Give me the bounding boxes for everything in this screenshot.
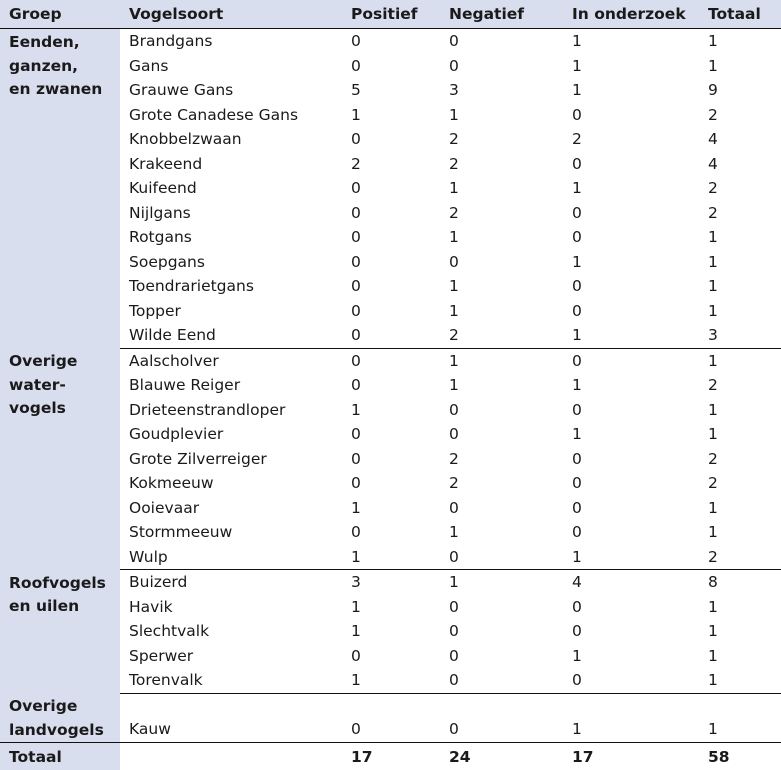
negatief-cell: 3 bbox=[440, 78, 563, 103]
header-positief: Positief bbox=[342, 0, 440, 29]
vogelsoort-cell: Blauwe Reiger bbox=[120, 373, 342, 398]
totaal-cell: 1 bbox=[699, 274, 781, 299]
negatief-cell: 2 bbox=[440, 323, 563, 348]
negatief-cell: 0 bbox=[440, 619, 563, 644]
table-row bbox=[0, 348, 781, 373]
vogelsoort-cell: Knobbelzwaan bbox=[120, 127, 342, 152]
positief-cell: 0 bbox=[342, 225, 440, 250]
empty-cell bbox=[440, 693, 563, 716]
vogelsoort-cell: Aalscholver bbox=[120, 348, 342, 373]
vogelsoort-cell: Kuifeend bbox=[120, 176, 342, 201]
totaal-cell: 2 bbox=[699, 471, 781, 496]
group-label bbox=[0, 29, 120, 349]
in-onderzoek-cell: 0 bbox=[563, 668, 699, 693]
totals-row bbox=[0, 743, 781, 770]
totaal-cell: 1 bbox=[699, 299, 781, 324]
in-onderzoek-cell: 1 bbox=[563, 422, 699, 447]
in-onderzoek-cell: 4 bbox=[563, 570, 699, 595]
group-spacer-row bbox=[0, 693, 781, 716]
totaal-cell: 1 bbox=[699, 520, 781, 545]
positief-cell: 0 bbox=[342, 201, 440, 226]
negatief-cell: 0 bbox=[440, 250, 563, 275]
empty-cell bbox=[563, 693, 699, 716]
in-onderzoek-cell: 1 bbox=[563, 176, 699, 201]
positief-cell: 1 bbox=[342, 103, 440, 128]
negatief-cell: 0 bbox=[440, 595, 563, 620]
positief-cell: 1 bbox=[342, 595, 440, 620]
vogelsoort-cell: Slechtvalk bbox=[120, 619, 342, 644]
group-label-line: ganzen, bbox=[9, 55, 120, 79]
negatief-cell: 1 bbox=[440, 176, 563, 201]
in-onderzoek-cell: 0 bbox=[563, 398, 699, 423]
negatief-cell: 1 bbox=[440, 570, 563, 595]
vogelsoort-cell: Wulp bbox=[120, 545, 342, 570]
in-onderzoek-cell: 1 bbox=[563, 373, 699, 398]
totaal-cell: 1 bbox=[699, 668, 781, 693]
totaal-cell: 1 bbox=[699, 348, 781, 373]
totals-negatief: 24 bbox=[440, 743, 563, 770]
positief-cell: 0 bbox=[342, 29, 440, 54]
totaal-cell: 2 bbox=[699, 201, 781, 226]
negatief-cell: 1 bbox=[440, 274, 563, 299]
group-label-line: landvogels bbox=[9, 719, 120, 743]
in-onderzoek-cell: 0 bbox=[563, 103, 699, 128]
negatief-cell: 0 bbox=[440, 716, 563, 742]
totaal-cell: 1 bbox=[699, 422, 781, 447]
in-onderzoek-cell: 1 bbox=[563, 78, 699, 103]
totaal-cell: 3 bbox=[699, 323, 781, 348]
group-label bbox=[0, 348, 120, 570]
totaal-cell: 2 bbox=[699, 176, 781, 201]
in-onderzoek-cell: 1 bbox=[563, 250, 699, 275]
in-onderzoek-cell: 0 bbox=[563, 299, 699, 324]
empty-cell bbox=[120, 693, 342, 716]
positief-cell: 0 bbox=[342, 716, 440, 742]
totaal-cell: 1 bbox=[699, 496, 781, 521]
positief-cell: 1 bbox=[342, 398, 440, 423]
negatief-cell: 2 bbox=[440, 152, 563, 177]
totals-label: Totaal bbox=[0, 743, 120, 770]
group-label bbox=[0, 693, 120, 743]
vogelsoort-cell: Krakeend bbox=[120, 152, 342, 177]
vogelsoort-cell: Grote Canadese Gans bbox=[120, 103, 342, 128]
in-onderzoek-cell: 1 bbox=[563, 644, 699, 669]
in-onderzoek-cell: 1 bbox=[563, 323, 699, 348]
vogelsoort-cell: Nijlgans bbox=[120, 201, 342, 226]
vogelsoort-cell: Brandgans bbox=[120, 29, 342, 54]
negatief-cell: 0 bbox=[440, 644, 563, 669]
totaal-cell: 1 bbox=[699, 398, 781, 423]
vogelsoort-cell: Havik bbox=[120, 595, 342, 620]
group-label bbox=[0, 570, 120, 694]
negatief-cell: 0 bbox=[440, 29, 563, 54]
vogelsoort-cell: Torenvalk bbox=[120, 668, 342, 693]
in-onderzoek-cell: 0 bbox=[563, 225, 699, 250]
header-negatief: Negatief bbox=[440, 0, 563, 29]
vogelsoort-cell: Grauwe Gans bbox=[120, 78, 342, 103]
in-onderzoek-cell: 0 bbox=[563, 348, 699, 373]
empty-cell bbox=[699, 693, 781, 716]
totaal-cell: 1 bbox=[699, 619, 781, 644]
vogelsoort-cell: Ooievaar bbox=[120, 496, 342, 521]
totaal-cell: 1 bbox=[699, 595, 781, 620]
negatief-cell: 0 bbox=[440, 398, 563, 423]
vogelsoort-cell: Gans bbox=[120, 54, 342, 79]
positief-cell: 0 bbox=[342, 274, 440, 299]
totaal-cell: 9 bbox=[699, 78, 781, 103]
positief-cell: 0 bbox=[342, 422, 440, 447]
in-onderzoek-cell: 0 bbox=[563, 201, 699, 226]
vogelsoort-cell: Sperwer bbox=[120, 644, 342, 669]
positief-cell: 1 bbox=[342, 545, 440, 570]
negatief-cell: 0 bbox=[440, 545, 563, 570]
totaal-cell: 2 bbox=[699, 545, 781, 570]
in-onderzoek-cell: 1 bbox=[563, 29, 699, 54]
header-vogelsoort: Vogelsoort bbox=[120, 0, 342, 29]
in-onderzoek-cell: 0 bbox=[563, 152, 699, 177]
positief-cell: 0 bbox=[342, 323, 440, 348]
vogelsoort-cell: Kokmeeuw bbox=[120, 471, 342, 496]
totaal-cell: 1 bbox=[699, 225, 781, 250]
vogelsoort-cell: Soepgans bbox=[120, 250, 342, 275]
header-totaal: Totaal bbox=[699, 0, 781, 29]
totaal-cell: 1 bbox=[699, 644, 781, 669]
positief-cell: 1 bbox=[342, 496, 440, 521]
table-body bbox=[0, 29, 781, 743]
totaal-cell: 1 bbox=[699, 250, 781, 275]
vogelsoort-cell: Stormmeeuw bbox=[120, 520, 342, 545]
positief-cell: 0 bbox=[342, 299, 440, 324]
group-label-line: Overige bbox=[9, 350, 120, 374]
in-onderzoek-cell: 0 bbox=[563, 447, 699, 472]
vogelsoort-cell: Wilde Eend bbox=[120, 323, 342, 348]
negatief-cell: 2 bbox=[440, 447, 563, 472]
in-onderzoek-cell: 0 bbox=[563, 619, 699, 644]
positief-cell: 0 bbox=[342, 176, 440, 201]
group-label-line: Overige bbox=[9, 695, 120, 719]
in-onderzoek-cell: 0 bbox=[563, 520, 699, 545]
negatief-cell: 2 bbox=[440, 201, 563, 226]
header-in-onderzoek: In onderzoek bbox=[563, 0, 699, 29]
negatief-cell: 0 bbox=[440, 496, 563, 521]
negatief-cell: 2 bbox=[440, 127, 563, 152]
empty-cell bbox=[342, 693, 440, 716]
positief-cell: 0 bbox=[342, 520, 440, 545]
positief-cell: 0 bbox=[342, 644, 440, 669]
positief-cell: 0 bbox=[342, 127, 440, 152]
negatief-cell: 0 bbox=[440, 668, 563, 693]
group-label-line: en zwanen bbox=[9, 78, 120, 102]
positief-cell: 5 bbox=[342, 78, 440, 103]
group-label-line: Roofvogels bbox=[9, 572, 120, 596]
in-onderzoek-cell: 0 bbox=[563, 595, 699, 620]
positief-cell: 1 bbox=[342, 619, 440, 644]
vogelsoort-cell: Drieteenstrandloper bbox=[120, 398, 342, 423]
positief-cell: 3 bbox=[342, 570, 440, 595]
table-row bbox=[0, 570, 781, 595]
header-row bbox=[0, 0, 781, 29]
table-footer bbox=[0, 743, 781, 770]
totaal-cell: 8 bbox=[699, 570, 781, 595]
in-onderzoek-cell: 0 bbox=[563, 471, 699, 496]
totaal-cell: 1 bbox=[699, 716, 781, 742]
positief-cell: 0 bbox=[342, 447, 440, 472]
totaal-cell: 1 bbox=[699, 29, 781, 54]
totaal-cell: 1 bbox=[699, 54, 781, 79]
in-onderzoek-cell: 0 bbox=[563, 274, 699, 299]
vogelsoort-cell: Grote Zilverreiger bbox=[120, 447, 342, 472]
vogelsoort-cell: Topper bbox=[120, 299, 342, 324]
totals-positief: 17 bbox=[342, 743, 440, 770]
positief-cell: 0 bbox=[342, 54, 440, 79]
negatief-cell: 0 bbox=[440, 54, 563, 79]
negatief-cell: 1 bbox=[440, 373, 563, 398]
vogelsoort-cell: Goudplevier bbox=[120, 422, 342, 447]
group-label-line: Eenden, bbox=[9, 31, 120, 55]
group-label-line: en uilen bbox=[9, 595, 120, 619]
table-row bbox=[0, 29, 781, 54]
in-onderzoek-cell: 1 bbox=[563, 716, 699, 742]
positief-cell: 0 bbox=[342, 348, 440, 373]
group-label-line: water- bbox=[9, 374, 120, 398]
negatief-cell: 1 bbox=[440, 225, 563, 250]
totaal-cell: 2 bbox=[699, 103, 781, 128]
negatief-cell: 1 bbox=[440, 348, 563, 373]
negatief-cell: 0 bbox=[440, 422, 563, 447]
totaal-cell: 4 bbox=[699, 152, 781, 177]
negatief-cell: 1 bbox=[440, 103, 563, 128]
positief-cell: 2 bbox=[342, 152, 440, 177]
totaal-cell: 2 bbox=[699, 373, 781, 398]
in-onderzoek-cell: 2 bbox=[563, 127, 699, 152]
negatief-cell: 2 bbox=[440, 471, 563, 496]
table-header bbox=[0, 0, 781, 29]
vogelsoort-cell: Buizerd bbox=[120, 570, 342, 595]
negatief-cell: 1 bbox=[440, 520, 563, 545]
vogelsoort-cell: Rotgans bbox=[120, 225, 342, 250]
in-onderzoek-cell: 0 bbox=[563, 496, 699, 521]
vogelsoort-cell: Kauw bbox=[120, 716, 342, 742]
group-label-line: vogels bbox=[9, 397, 120, 421]
totals-in-onderzoek: 17 bbox=[563, 743, 699, 770]
totals-species-empty bbox=[120, 743, 342, 770]
positief-cell: 0 bbox=[342, 471, 440, 496]
totaal-cell: 4 bbox=[699, 127, 781, 152]
positief-cell: 1 bbox=[342, 668, 440, 693]
in-onderzoek-cell: 1 bbox=[563, 545, 699, 570]
totaal-cell: 2 bbox=[699, 447, 781, 472]
header-groep: Groep bbox=[0, 0, 120, 29]
negatief-cell: 1 bbox=[440, 299, 563, 324]
vogelsoort-cell: Toendrarietgans bbox=[120, 274, 342, 299]
in-onderzoek-cell: 1 bbox=[563, 54, 699, 79]
totals-totaal: 58 bbox=[699, 743, 781, 770]
positief-cell: 0 bbox=[342, 250, 440, 275]
positief-cell: 0 bbox=[342, 373, 440, 398]
